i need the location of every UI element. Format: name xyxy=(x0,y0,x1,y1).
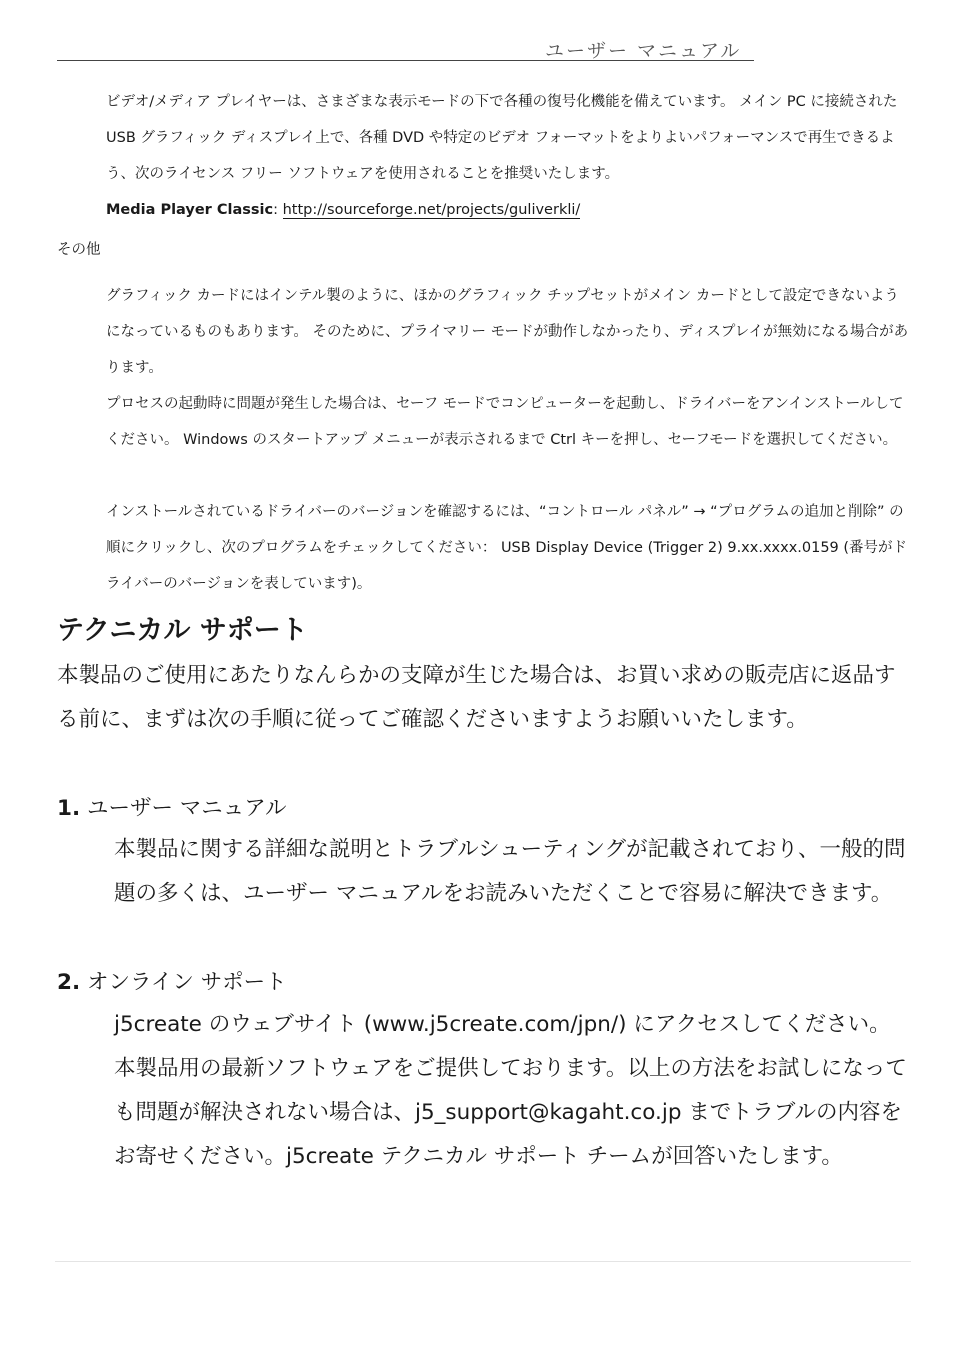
safe-mode-paragraph: プロセスの起動時に問題が発生した場合は、セーフ モードでコンピューターを起動し、ドライバーをアンインストールしてください。 Windows のスタートアップ メニューが表示されるまで Ctrl キーを押し、セーフモードを選択してください。 xyxy=(106,396,904,448)
footer-rule xyxy=(55,1261,911,1262)
guliverkli-link[interactable]: http://sourceforge.net/projects/guliverkli/ xyxy=(282,202,581,218)
mpc-separator: : xyxy=(273,202,283,218)
header-rule xyxy=(57,60,754,61)
support-item-1-title xyxy=(57,791,286,822)
media-player-classic-label: Media Player Classic xyxy=(106,202,274,218)
support-item-1-number: 1. xyxy=(57,796,81,821)
support-item-1-label: ユーザー マニュアル xyxy=(80,796,287,821)
support-lead-paragraph: 本製品のご使用にあたりなんらかの支障が生じた場合は、お買い求めの販売店に返品する前に、まずは次の手順に従ってご確認くださいますようお願いいたします。 xyxy=(57,663,896,732)
graphics-card-paragraph: グラフィック カードにはインテル製のように、ほかのグラフィック チップセットがメイン カードとして設定できないようになっているものもあります。 そのために、プライマリー モードが動作しなかったり、ディスプレイが無効になる場合があります。 xyxy=(106,288,909,376)
support-item-2-label: オンライン サポート xyxy=(80,970,287,995)
technical-support-heading: テクニカル サポート xyxy=(57,615,308,646)
support-item-1-body: 本製品に関する詳細な説明とトラブルシューティングが記載されており、一般的問題の多くは、ユーザー マニュアルをお読みいただくことで容易に解決できます。 xyxy=(114,837,906,906)
support-item-2-title xyxy=(57,965,287,996)
media-player-classic-line xyxy=(106,192,906,228)
driver-version-paragraph: インストールされているドライバーのバージョンを確認するには、“コントロール パネル” → “プログラムの追加と削除” の順にクリックし、次のプログラムをチェックしてください： USB Display Device (Trigger 2) 9.xx.xxxx.0159 (番号がドライバーのバージョンを表しています)。 xyxy=(106,504,908,592)
support-item-2-body: j5create のウェブサイト (www.j5create.com/jpn/) にアクセスしてください。本製品用の最新ソフトウェアをご提供しております。以上の方法をお試しになっても問題が解決されない場合は、j5_support@kagaht.co.jp までトラブルの内容をお寄せください。j5create テクニカル サポート チームが回答いたします。 xyxy=(114,1012,907,1169)
running-header-title: ユーザー マニュアル xyxy=(545,40,742,62)
other-heading: その他 xyxy=(57,242,101,258)
support-item-2-number: 2. xyxy=(57,970,81,995)
media-player-paragraph: ビデオ/メディア プレイヤーは、さまざまな表示モードの下で各種の復号化機能を備えています。 メイン PC に接続された USB グラフィック ディスプレイ上で、各種 DVD や特定のビデオ フォーマットをよりよいパフォーマンスで再生できるよう、次のライセンス フリー ソフトウェアを使用されることを推奨いたします。 xyxy=(106,94,898,182)
